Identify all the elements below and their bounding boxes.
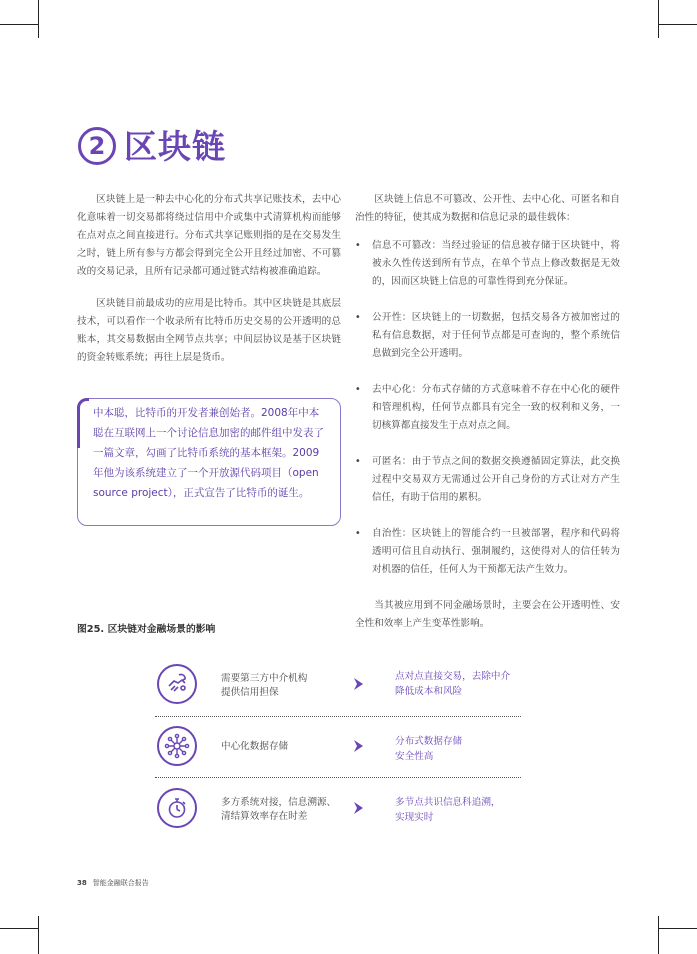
list-item — [355, 453, 620, 507]
list-item — [355, 237, 620, 291]
list-item-text: 可匿名：由于节点之间的数据交换遵循固定算法，此交换过程中交易双方无需通过公开自己身份的方式让对方产生信任，有助于信用的累积。 — [372, 456, 620, 503]
bullet-dot: • — [355, 456, 361, 467]
intro-paragraph: 区块链上信息不可篡改、公开性、去中心化、可匿名和自治性的特征，使其成为数据和信息记录的最佳载体： — [355, 194, 620, 223]
quote-corner-accent — [77, 398, 89, 448]
list-item — [355, 525, 620, 579]
bullet-dot: • — [355, 384, 361, 395]
handshake-magnet-icon — [157, 664, 197, 704]
divider — [155, 716, 521, 717]
figure-row — [155, 782, 521, 838]
list-item-text: 公开性：区块链上的一切数据，包括交易各方被加密过的私有信息数据，对于任何节点都是可查询的，整个系统信息做到完全公开透明。 — [372, 312, 620, 359]
crop-mark — [38, 916, 39, 954]
crop-mark — [658, 0, 659, 38]
quote-box — [77, 398, 341, 526]
chevron-right-icon — [351, 738, 367, 758]
after-text: 点对点直接交易，去除中介 降低成本和风险 — [395, 671, 511, 697]
crop-mark — [659, 928, 697, 929]
after-text: 分布式数据存储 安全性高 — [395, 736, 463, 762]
crop-mark — [658, 916, 659, 954]
crop-mark — [659, 24, 697, 25]
bullet-dot: • — [355, 312, 361, 323]
left-column — [77, 191, 341, 381]
after-text: 多节点共识信息科追溯， 实现实时 — [395, 797, 501, 823]
chevron-right-icon — [351, 676, 367, 696]
section-header — [78, 124, 226, 168]
report-title: 智能金融联合报告 — [92, 879, 149, 887]
closing-paragraph: 当其被应用到不同金融场景时，主要会在公开透明性、安全性和效率上产生变革性影响。 — [355, 600, 620, 629]
divider — [155, 777, 521, 778]
before-text: 多方系统对接，信息溯源、 清结算效率存在时差 — [221, 797, 337, 822]
page-footer — [77, 878, 149, 888]
section-number-badge: 2 — [78, 127, 116, 165]
list-item-text: 去中心化：分布式存储的方式意味着不存在中心化的硬件和管理机构，任何节点都具有完全一致的权利和义务，一切核算都直接发生于点对点之间。 — [372, 384, 620, 431]
right-column — [355, 191, 620, 647]
figure-row — [155, 720, 521, 776]
crop-mark — [38, 0, 39, 38]
network-nodes-icon — [157, 726, 197, 766]
body-paragraph: 区块链上是一种去中心化的分布式共享记账技术，去中心化意味着一切交易都将绕过信用中介或集中式清算机构而能够在点对点之间直接进行。分布式共享记账则指的是在交易发生之时，链上所有参与方都会得到完全公开且经过加密、不可篡改的交易记录，且所有记录都可通过链式结构被准确追踪。 — [77, 194, 341, 277]
bullet-dot: • — [355, 240, 361, 251]
figure-caption: 图25. 区块链对金融场景的影响 — [77, 624, 216, 635]
quote-text: 中本聪，比特币的开发者兼创始者。2008年中本聪在互联网上一个讨论信息加密的邮件组中发表了一篇文章，勾画了比特币系统的基本框架。2009年他为该系统建立了一个开放源代码项目（open source project），正式宣告了比特币的诞生。 — [93, 407, 324, 499]
crop-mark — [0, 24, 38, 25]
bullet-dot: • — [355, 528, 361, 539]
body-paragraph: 区块链目前最成功的应用是比特币。其中区块链是其底层技术，可以看作一个收录所有比特币历史交易的公开透明的总账本，其交易数据由全网节点共享；中间层协议是基于区块链的资金转账系统；再往上层是货币。 — [77, 298, 341, 363]
before-text: 中心化数据存储 — [221, 741, 289, 752]
crop-mark — [0, 928, 38, 929]
list-item — [355, 381, 620, 435]
section-title: 区块链 — [124, 126, 226, 166]
list-item-text: 信息不可篡改：当经过验证的信息被存储于区块链中，将被永久性传送到所有节点，在单个节点上修改数据是无效的，因而区块链上信息的可靠性得到充分保证。 — [372, 240, 620, 287]
feature-list — [355, 237, 620, 579]
chevron-right-icon — [351, 800, 367, 820]
page-number: 38 — [77, 879, 87, 887]
list-item — [355, 309, 620, 363]
before-text: 需要第三方中介机构 提供信用担保 — [221, 673, 308, 698]
figure-row — [155, 658, 521, 714]
list-item-text: 自治性：区块链上的智能合约一旦被部署，程序和代码将透明可信且自动执行、强制履约，这使得对人的信任转为对机器的信任，任何人为干预都无法产生效力。 — [372, 528, 620, 575]
stopwatch-icon — [157, 788, 197, 828]
